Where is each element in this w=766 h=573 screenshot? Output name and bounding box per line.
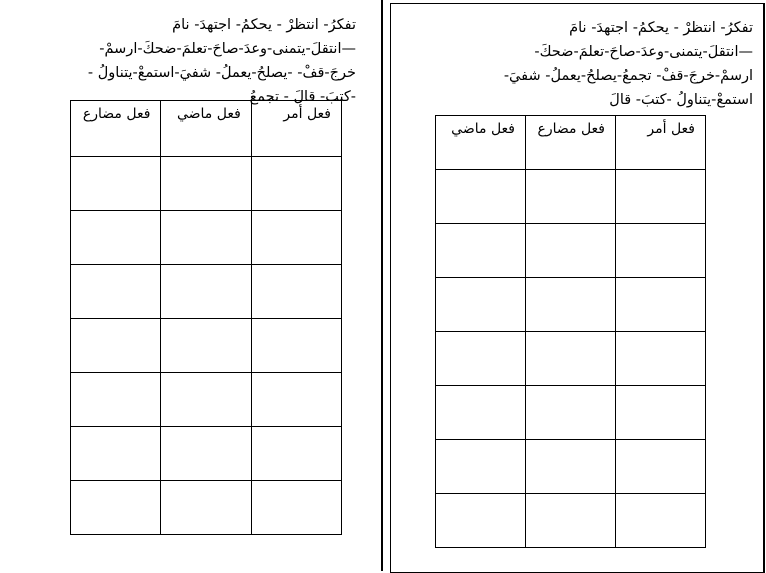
- word-line-1: تفكرُ- انتظرْ - يحكمُ- اجتهدَ- نامَ: [172, 17, 356, 33]
- answer-cell: [616, 332, 706, 386]
- answer-cell: [161, 481, 251, 535]
- verb-classification-table-left: [70, 100, 342, 535]
- word-line-4: -كتبَ- قالَ - تجمعُ: [249, 89, 356, 105]
- answer-cell: [71, 265, 161, 319]
- word-list-right: [504, 16, 753, 112]
- answer-cell: [71, 427, 161, 481]
- answer-cell: [251, 373, 341, 427]
- answer-cell: [616, 494, 706, 548]
- answer-cell: [526, 494, 616, 548]
- answer-cell: [161, 211, 251, 265]
- answer-row: [436, 332, 706, 386]
- answer-row: [436, 224, 706, 278]
- answer-row: [436, 170, 706, 224]
- answer-row: [436, 386, 706, 440]
- verb-classification-table-right: [435, 115, 706, 548]
- word-line-3: خرجَ-قفْ- -يصلحُ-يعملُ- شفيَ-استمعْ-يتناولُ -: [87, 65, 356, 81]
- header-past: فعل ماضي: [436, 116, 526, 170]
- answer-cell: [251, 481, 341, 535]
- answer-row: [71, 319, 342, 373]
- answer-cell: [526, 332, 616, 386]
- answer-cell: [616, 386, 706, 440]
- word-line-2: —انتقلَ-يتمنى-وعدَ-صاحَ-تعلمَ-ضحكَ-: [534, 44, 753, 60]
- answer-cell: [526, 278, 616, 332]
- answer-cell: [161, 373, 251, 427]
- answer-cell: [436, 440, 526, 494]
- worksheet-page-right: [390, 3, 765, 573]
- answer-cell: [71, 211, 161, 265]
- answer-cell: [71, 373, 161, 427]
- table-header-row: [71, 101, 342, 157]
- word-line-2: —انتقلَ-يتمنى-وعدَ-صاحَ-تعلمَ-ضحكَ-ارسمْ-: [99, 41, 356, 57]
- answer-cell: [71, 481, 161, 535]
- answer-cell: [71, 157, 161, 211]
- answer-row: [436, 440, 706, 494]
- answer-cell: [161, 157, 251, 211]
- header-past: فعل ماضي: [161, 101, 251, 157]
- answer-cell: [436, 170, 526, 224]
- word-line-1: تفكرُ- انتظرْ - يحكمُ- اجتهدَ- نامَ: [569, 20, 753, 36]
- answer-row: [71, 373, 342, 427]
- answer-cell: [526, 386, 616, 440]
- worksheet-page-left: [0, 0, 383, 571]
- answer-cell: [436, 278, 526, 332]
- answer-cell: [161, 265, 251, 319]
- answer-cell: [436, 332, 526, 386]
- answer-cell: [436, 224, 526, 278]
- answer-cell: [616, 170, 706, 224]
- answer-row: [71, 427, 342, 481]
- answer-cell: [616, 440, 706, 494]
- answer-cell: [616, 278, 706, 332]
- answer-cell: [436, 386, 526, 440]
- answer-cell: [251, 427, 341, 481]
- answer-cell: [251, 157, 341, 211]
- answer-row: [71, 265, 342, 319]
- header-imperative: فعل أمر: [251, 101, 341, 157]
- answer-row: [71, 157, 342, 211]
- answer-cell: [436, 494, 526, 548]
- answer-row: [436, 278, 706, 332]
- word-line-3: ارسمْ-خرجَ-قفْ- تجمعُ-يصلحُ-يعملُ- شفيَ-: [503, 68, 753, 84]
- answer-cell: [251, 211, 341, 265]
- header-present: فعل مضارع: [71, 101, 161, 157]
- header-imperative: فعل أمر: [616, 116, 706, 170]
- answer-cell: [71, 319, 161, 373]
- answer-cell: [161, 427, 251, 481]
- answer-cell: [616, 224, 706, 278]
- answer-cell: [526, 440, 616, 494]
- word-list-left: [88, 13, 356, 109]
- answer-cell: [251, 265, 341, 319]
- answer-cell: [526, 170, 616, 224]
- answer-row: [71, 211, 342, 265]
- word-line-4: استمعْ-يتناولُ -كتبَ- قالَ: [609, 92, 753, 108]
- answer-cell: [526, 224, 616, 278]
- table-header-row: [436, 116, 706, 170]
- header-present: فعل مضارع: [526, 116, 616, 170]
- answer-row: [71, 481, 342, 535]
- answer-cell: [251, 319, 341, 373]
- answer-cell: [161, 319, 251, 373]
- answer-row: [436, 494, 706, 548]
